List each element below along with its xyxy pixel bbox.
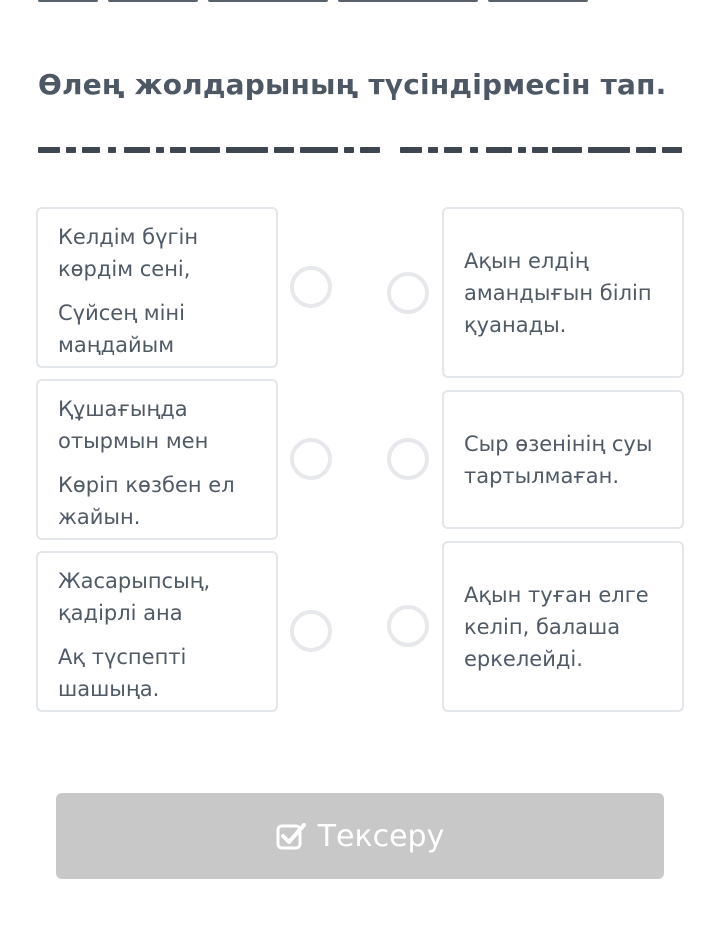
obscured-text-line <box>38 147 682 155</box>
left-item-line1: Жасарыпсың, қадірлі ана <box>58 569 211 625</box>
question-title: Өлең жолдарының түсіндірмесін тап. <box>38 68 667 101</box>
clipped-previous-text <box>38 0 598 6</box>
right-connector-radio-2[interactable] <box>387 438 429 480</box>
right-match-item-2[interactable] <box>442 390 684 529</box>
left-connector-radio-2[interactable] <box>290 438 332 480</box>
checkbox-check-icon <box>276 822 306 850</box>
left-connector-radio-3[interactable] <box>290 610 332 652</box>
left-item-line2: Ақ түспепті шашыңа. <box>58 645 187 701</box>
right-item-text: Ақын елдің амандығын біліп қуанады. <box>464 248 652 337</box>
left-item-line1: Құшағыңда отырмын мен <box>58 397 209 453</box>
left-match-item-3[interactable] <box>36 551 278 712</box>
left-item-line2: Сүйсең міні маңдайым <box>58 301 185 357</box>
check-button-label: Тексеру <box>317 818 445 854</box>
left-connector-radio-1[interactable] <box>290 266 332 308</box>
check-button[interactable] <box>56 793 664 879</box>
right-connector-radio-1[interactable] <box>387 272 429 314</box>
left-item-line2: Көріп көзбен ел жайын. <box>58 473 235 529</box>
left-item-line1: Келдім бүгін көрдім сені, <box>58 225 199 281</box>
left-match-item-2[interactable] <box>36 379 278 540</box>
right-match-item-1[interactable] <box>442 207 684 378</box>
left-match-item-1[interactable] <box>36 207 278 368</box>
right-item-text: Ақын туған елге келіп, балаша еркелейді. <box>464 582 649 671</box>
right-match-item-3[interactable] <box>442 541 684 712</box>
right-connector-radio-3[interactable] <box>387 605 429 647</box>
right-item-text: Сыр өзенінің суы тартылмаған. <box>464 431 653 488</box>
